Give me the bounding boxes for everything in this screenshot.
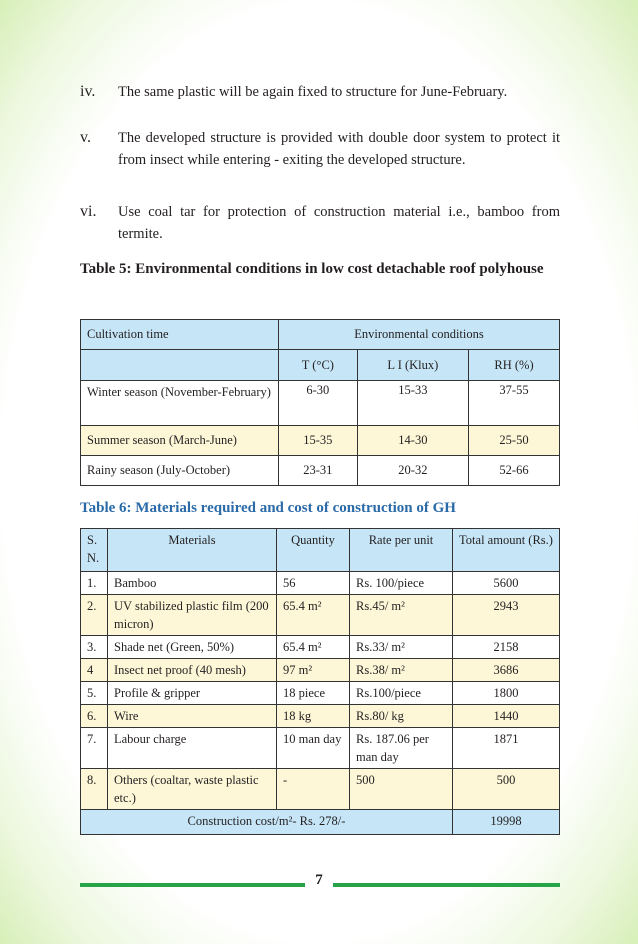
table-row — [81, 705, 560, 728]
table-row — [81, 769, 560, 810]
rate-cell: Rs.45/ m² — [350, 595, 453, 636]
sn-cell: 4 — [81, 659, 108, 682]
materials-cost-table — [80, 528, 560, 835]
sn-cell: 3. — [81, 636, 108, 659]
table6-caption: Table 6: Materials required and cost of construction of GH — [80, 500, 456, 516]
table-row — [81, 381, 560, 426]
temperature-cell: 6-30 — [279, 381, 358, 426]
material-cell: Profile & gripper — [108, 682, 277, 705]
list-text: The developed structure is provided with double door system to protect it from insect while entering - exiting the developed structure. — [118, 130, 560, 168]
table-row — [81, 659, 560, 682]
quantity-cell: 10 man day — [277, 728, 350, 769]
light-intensity-cell: 20-32 — [357, 456, 468, 486]
material-cell: Labour charge — [108, 728, 277, 769]
quantity-cell: - — [277, 769, 350, 810]
material-cell: UV stabilized plastic film (200 micron) — [108, 595, 277, 636]
total-cell: 3686 — [453, 659, 560, 682]
table-footer-row — [81, 810, 560, 835]
header-materials: Materials — [108, 529, 277, 572]
table-row — [81, 572, 560, 595]
header-rate: Rate per unit — [350, 529, 453, 572]
list-text: The same plastic will be again fixed to structure for June-February. — [118, 84, 508, 100]
header-relative-humidity: RH (%) — [469, 350, 560, 381]
table5-caption: Table 5: Environmental conditions in low cost detachable roof polyhouse — [80, 261, 544, 277]
page-footer — [0, 872, 638, 892]
header-environmental-conditions: Environmental conditions — [279, 320, 560, 350]
header-quantity: Quantity — [277, 529, 350, 572]
rate-cell: Rs.33/ m² — [350, 636, 453, 659]
sn-cell: 2. — [81, 595, 108, 636]
total-cell: 1800 — [453, 682, 560, 705]
sn-cell: 6. — [81, 705, 108, 728]
list-number: vi. — [80, 203, 97, 220]
table-row — [81, 456, 560, 486]
sn-cell: 1. — [81, 572, 108, 595]
humidity-cell: 37-55 — [469, 381, 560, 426]
table-subheader-row — [81, 350, 560, 381]
table-header-row — [81, 320, 560, 350]
table-row — [81, 682, 560, 705]
season-cell: Rainy season (July-October) — [81, 456, 279, 486]
quantity-cell: 18 kg — [277, 705, 350, 728]
header-empty — [81, 350, 279, 381]
rate-cell: 500 — [350, 769, 453, 810]
total-cell: 2943 — [453, 595, 560, 636]
table-row — [81, 728, 560, 769]
total-cell: 500 — [453, 769, 560, 810]
table-header-row — [81, 529, 560, 572]
humidity-cell: 25-50 — [469, 426, 560, 456]
season-cell: Summer season (March-June) — [81, 426, 279, 456]
light-intensity-cell: 14-30 — [357, 426, 468, 456]
sn-cell: 5. — [81, 682, 108, 705]
quantity-cell: 65.4 m² — [277, 636, 350, 659]
table-row — [81, 636, 560, 659]
total-cell: 5600 — [453, 572, 560, 595]
material-cell: Wire — [108, 705, 277, 728]
total-cell: 1440 — [453, 705, 560, 728]
sn-cell: 7. — [81, 728, 108, 769]
list-text: Use coal tar for protection of construction material i.e., bamboo from termite. — [118, 204, 560, 242]
temperature-cell: 15-35 — [279, 426, 358, 456]
rate-cell: Rs. 100/piece — [350, 572, 453, 595]
humidity-cell: 52-66 — [469, 456, 560, 486]
season-cell: Winter season (November-February) — [81, 381, 279, 426]
sn-cell: 8. — [81, 769, 108, 810]
light-intensity-cell: 15-33 — [357, 381, 468, 426]
total-cell: 2158 — [453, 636, 560, 659]
material-cell: Insect net proof (40 mesh) — [108, 659, 277, 682]
environmental-conditions-table — [80, 319, 560, 486]
quantity-cell: 97 m² — [277, 659, 350, 682]
list-number: v. — [80, 129, 91, 146]
construction-total: 19998 — [453, 810, 560, 835]
quantity-cell: 18 piece — [277, 682, 350, 705]
material-cell: Bamboo — [108, 572, 277, 595]
total-cell: 1871 — [453, 728, 560, 769]
rate-cell: Rs.38/ m² — [350, 659, 453, 682]
material-cell: Others (coaltar, waste plastic etc.) — [108, 769, 277, 810]
table-row — [81, 595, 560, 636]
list-number: iv. — [80, 83, 96, 100]
material-cell: Shade net (Green, 50%) — [108, 636, 277, 659]
rate-cell: Rs.100/piece — [350, 682, 453, 705]
footer-rule-left — [80, 883, 305, 887]
quantity-cell: 65.4 m² — [277, 595, 350, 636]
header-temperature: T (°C) — [279, 350, 358, 381]
rate-cell: Rs.80/ kg — [350, 705, 453, 728]
header-serial-number: S. N. — [81, 529, 108, 572]
quantity-cell: 56 — [277, 572, 350, 595]
table-row — [81, 426, 560, 456]
construction-cost-label: Construction cost/m²- Rs. 278/- — [81, 810, 453, 835]
footer-rule-right — [333, 883, 560, 887]
header-cultivation-time: Cultivation time — [81, 320, 279, 350]
header-light-intensity: L I (Klux) — [357, 350, 468, 381]
page-number: 7 — [315, 872, 323, 888]
header-total-amount: Total amount (Rs.) — [453, 529, 560, 572]
temperature-cell: 23-31 — [279, 456, 358, 486]
rate-cell: Rs. 187.06 per man day — [350, 728, 453, 769]
